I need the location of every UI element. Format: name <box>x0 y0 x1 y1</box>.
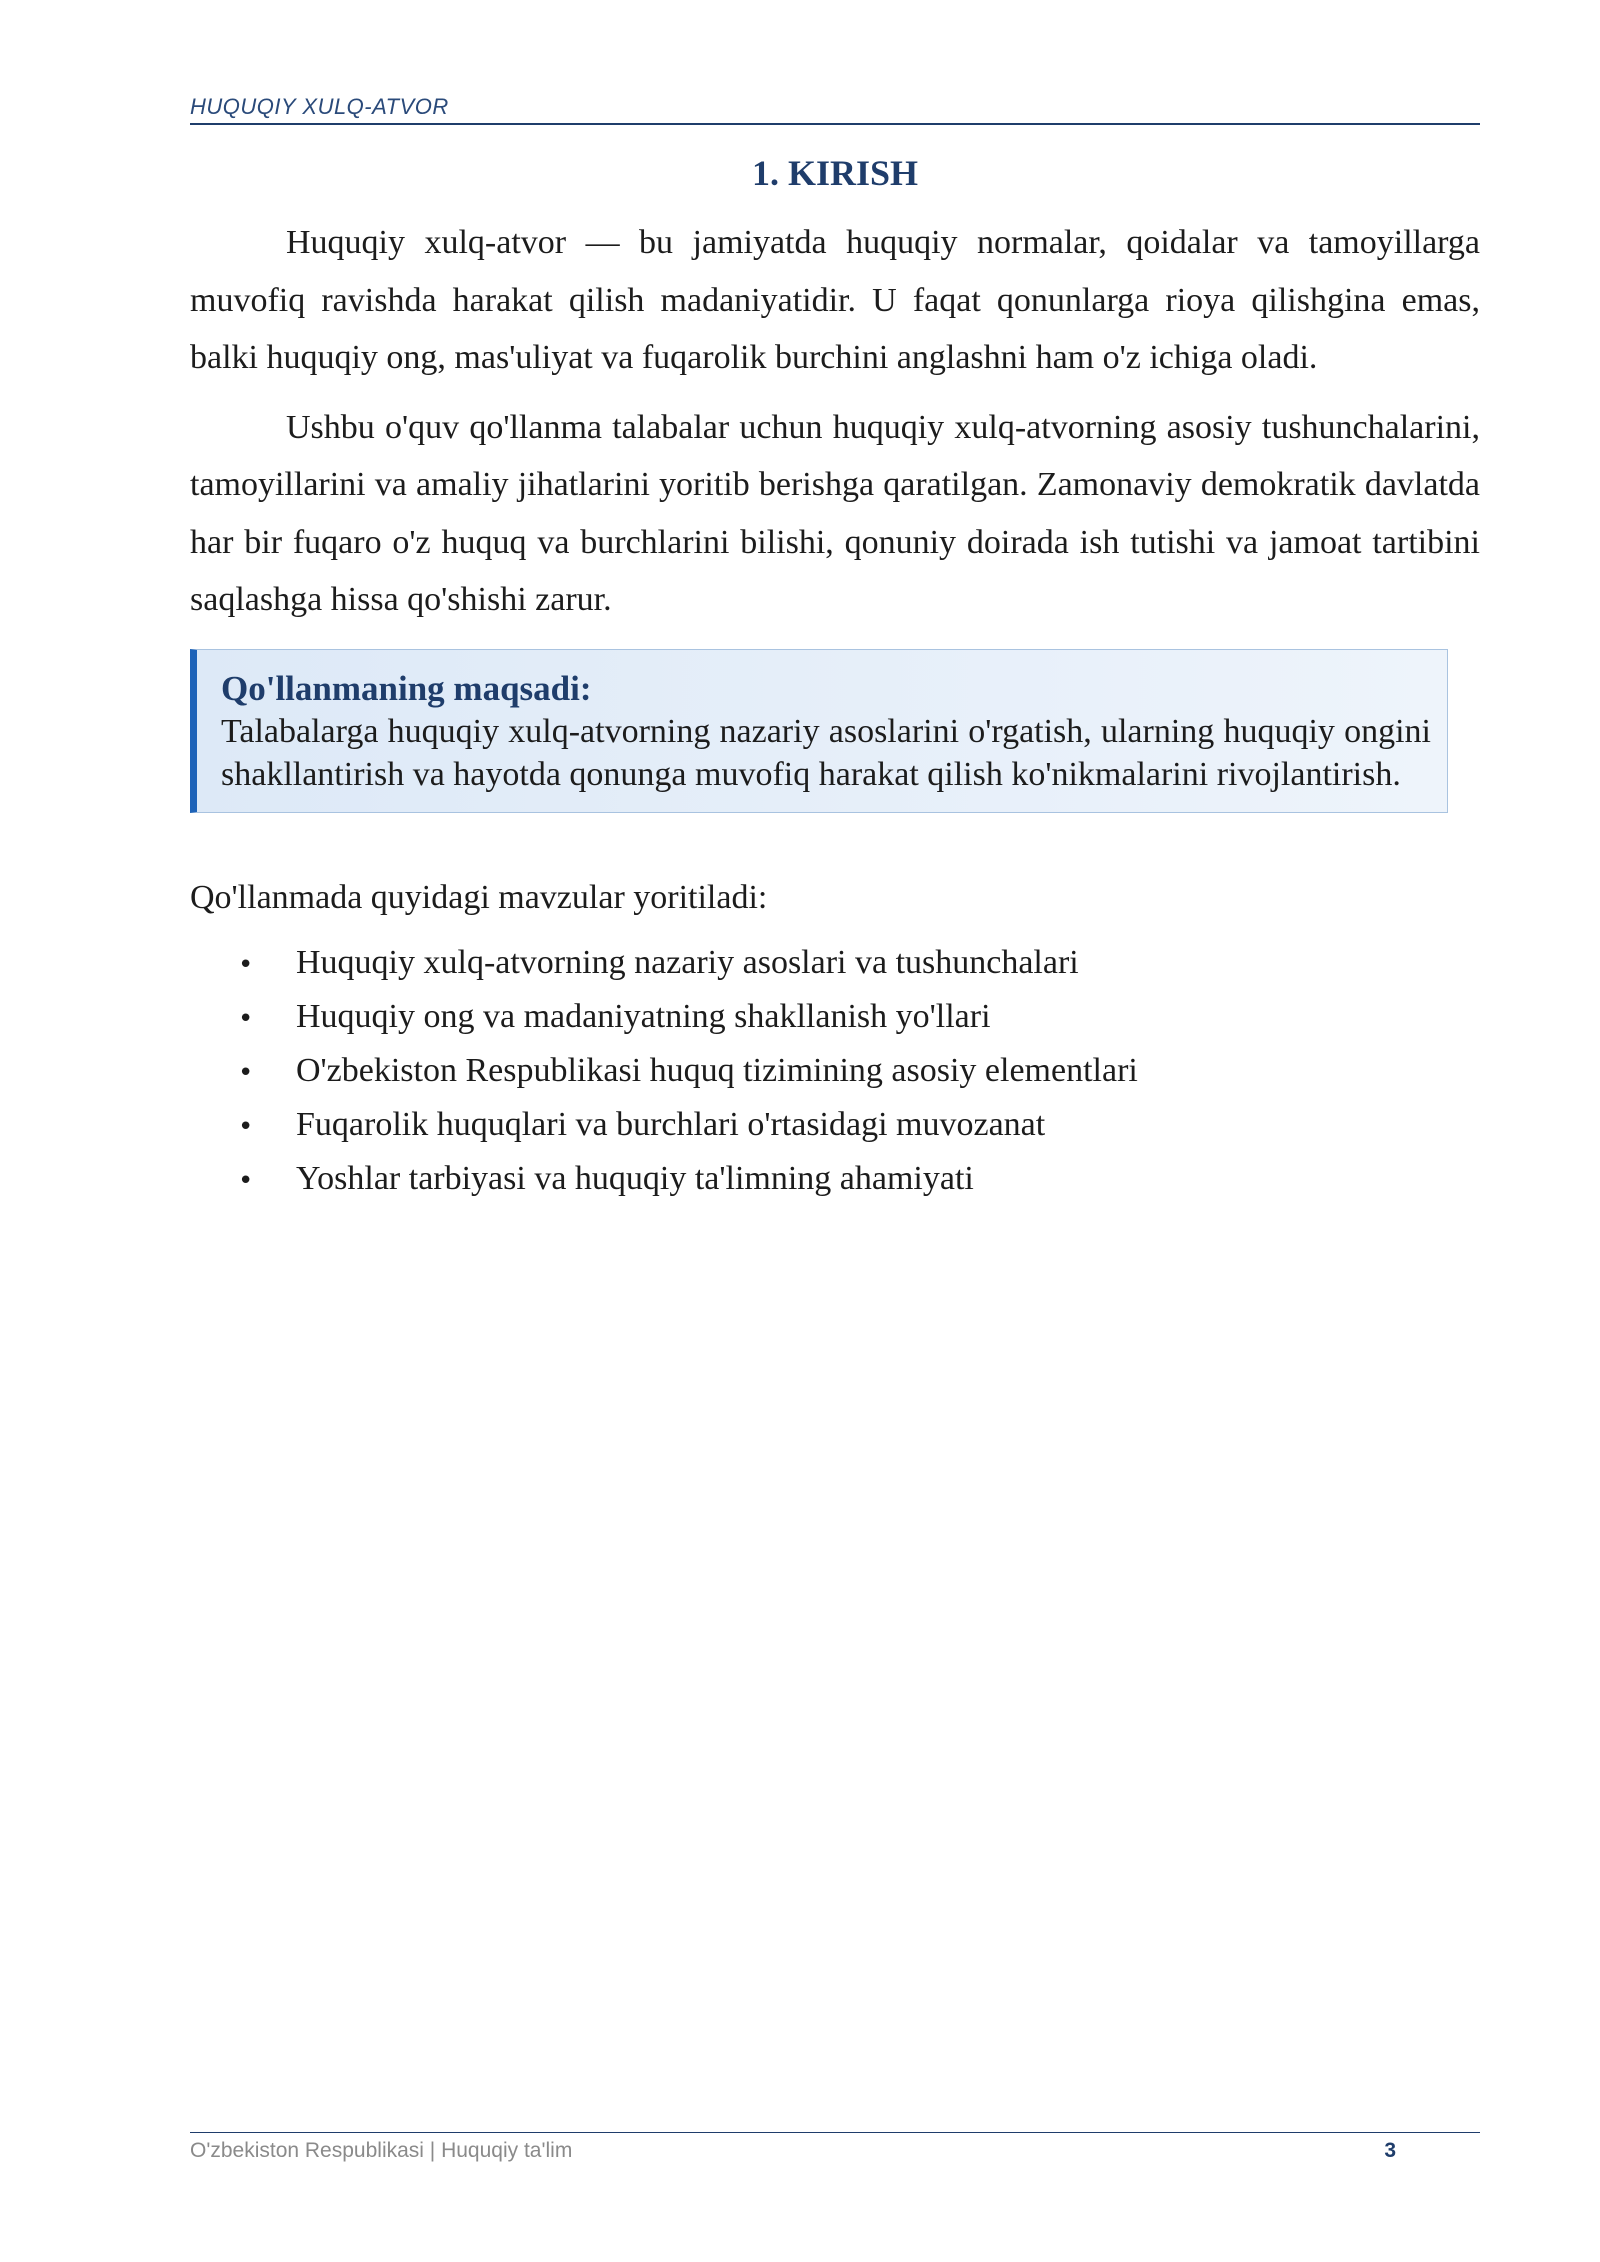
page-title: 1. KIRISH <box>751 153 919 193</box>
bullet-icon: • <box>238 1165 254 1196</box>
callout-title: Qo'llanmaning maqsadi: <box>221 668 592 708</box>
footer-text: O'zbekiston Respublikasi | Huquqiy ta'lim <box>190 2139 573 2162</box>
callout-text: Talabalarga huquqiy xulq-atvorning nazariy asoslarini o'rgatish, ularning huquqiy ongini shakllantirish va hayotda qonunga muvofiq harakat qilish ko'nikmalarini rivojlantirish. <box>221 712 1431 793</box>
list-item-text: Huquqiy ong va madaniyatning shakllanish yo'llari <box>296 997 991 1035</box>
list-item <box>190 1153 1480 1207</box>
bullet-icon: • <box>238 949 254 980</box>
list-item <box>190 991 1480 1045</box>
topics-list <box>190 937 1480 1207</box>
page-number: 3 <box>1384 2139 1396 2162</box>
list-item-text: Yoshlar tarbiyasi va huquqiy ta'limning ahamiyati <box>296 1159 974 1197</box>
list-item-text: Fuqarolik huquqlari va burchlari o'rtasidagi muvozanat <box>296 1105 1046 1143</box>
intro-paragraph-1: Huquqiy xulq-atvor — bu jamiyatda huquqiy normalar, qoidalar va tamoyillarga muvofiq ravishda harakat qilish madaniyatidir. U faqat qonunlarga rioya qilishgina emas, balki huquqiy ong, mas'uliyat va fuqarolik burchini anglashni ham o'z ichiga oladi. <box>190 224 1480 376</box>
list-item-text: O'zbekiston Respublikasi huquq tizimining asosiy elementlari <box>296 1051 1138 1089</box>
running-header <box>190 94 1480 125</box>
running-footer <box>190 2132 1480 2163</box>
running-header-title: HUQUQIY XULQ-ATVOR <box>190 94 449 119</box>
page-content <box>190 150 1480 1207</box>
bullet-icon: • <box>238 1003 254 1034</box>
list-item <box>190 937 1480 991</box>
topics-intro: Qo'llanmada quyidagi mavzular yoritiladi: <box>190 878 768 916</box>
list-item <box>190 1099 1480 1153</box>
intro-paragraph-2: Ushbu o'quv qo'llanma talabalar uchun huquqiy xulq-atvorning asosiy tushunchalarini, tamoyillarini va amaliy jihatlarini yoritib berishga qaratilgan. Zamonaviy demokratik davlatda har bir fuqaro o'z huquq va burchlarini bilishi, qonuniy doirada ish tutishi va jamoat tartibini saqlashga hissa qo'shishi zarur. <box>190 408 1480 618</box>
bullet-icon: • <box>238 1057 254 1088</box>
goal-callout-box <box>190 649 1448 813</box>
list-item-text: Huquqiy xulq-atvorning nazariy asoslari va tushunchalari <box>296 943 1079 981</box>
list-item <box>190 1045 1480 1099</box>
bullet-icon: • <box>238 1111 254 1142</box>
